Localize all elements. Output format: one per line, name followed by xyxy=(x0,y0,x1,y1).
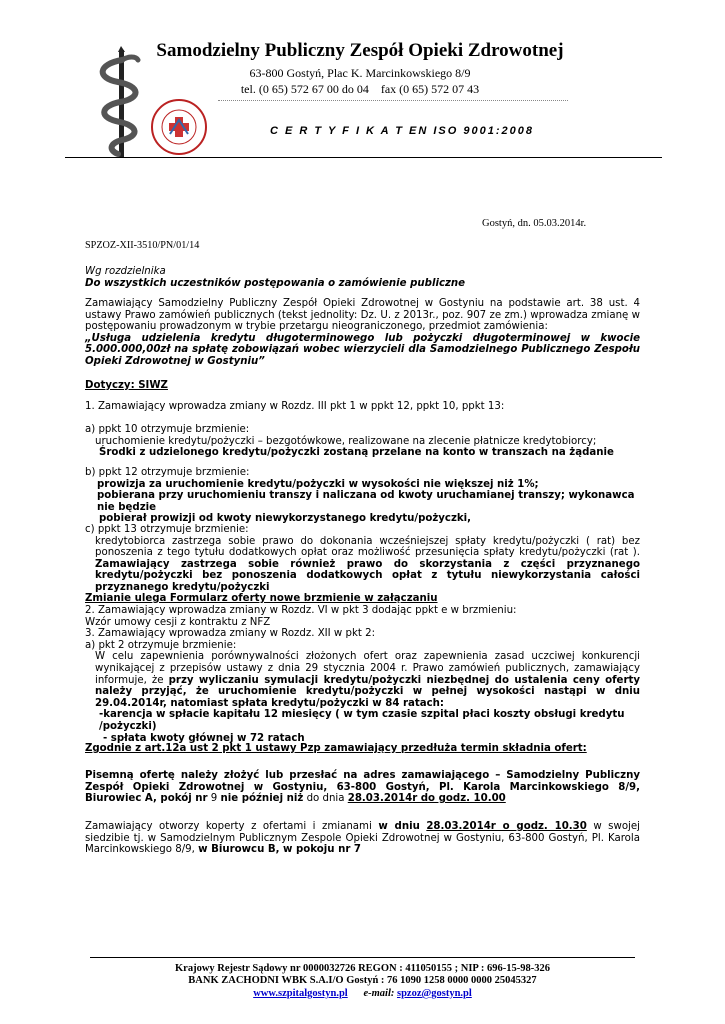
form-change-heading: Zmianie ulega Formularz oferty nowe brzmienie w załączaniu xyxy=(85,593,438,604)
footer xyxy=(90,963,635,1000)
submission-paragraph xyxy=(85,770,640,805)
section-b-line1: prowizja za uruchomienie kredytu/pożyczki w wysokości nie większej niż 1%; xyxy=(97,478,539,490)
change-3-a: a) pkt 2 otrzymuje brzmienie: xyxy=(85,639,237,651)
footer-registry: Krajowy Rejestr Sądowy nr 0000032726 REGON : 411050155 ; NIP : 696-15-98-326 xyxy=(175,963,550,974)
quality-badge xyxy=(150,98,208,156)
section-b-line2: pobierana przy uruchomieniu transzy i naliczana od kwoty uruchamianej transzy; wykonawca nie będzie xyxy=(97,490,635,513)
change-3-text: 3. Zamawiający wprowadza zmiany w Rozdz. XII w pkt 2: xyxy=(85,628,375,640)
submission-date: 28.03.2014r do godz. 10.00 xyxy=(347,793,506,805)
header-divider xyxy=(218,100,568,101)
section-a xyxy=(85,424,640,459)
certificate-label: C E R T Y F I K A T EN ISO 9001:2008 xyxy=(270,125,534,137)
place-date: Gostyń, dn. 05.03.2014r. xyxy=(482,218,587,229)
caduceus-logo xyxy=(88,42,158,160)
email-label: e-mail: xyxy=(363,987,395,999)
opening-date: 28.03.2014r o godz. 10.30 xyxy=(426,821,587,832)
reference-number: SPZOZ-XII-3510/PN/01/14 xyxy=(85,240,200,251)
change-2 xyxy=(85,605,640,744)
section-a-bold: Środki z udzielonego kredytu/pożyczki zostaną przelane na konto w transzach na żądanie xyxy=(99,447,614,459)
section-a-text: uruchomienie kredytu/pożyczki – bezgotówkowe, realizowane na zlecenie płatnicze kredytobiorcy; xyxy=(95,435,597,447)
intro-text: Zamawiający Samodzielny Publiczny Zespół Opieki Zdrowotnej w Gostyniu na podstawie art. 38 ust. 4 ustawy Prawo zamówień publicznych (tekst jednolity: Dz. U. z 2013r., poz. 907 ze zm.) wprowadza zmianę w postępowaniu prowadzonym w trybie przetargu nieograniczonego, przedmiot zamówienia: xyxy=(85,298,640,333)
submission-tail: nie później niż xyxy=(220,793,304,805)
intro-paragraph xyxy=(85,298,640,368)
footer-bank: BANK ZACHODNI WBK S.A.I/O Gostyń : 76 1090 1258 0000 0000 25045327 xyxy=(188,975,537,987)
opening-bold-1: w dniu xyxy=(378,821,420,832)
section-b-label: b) ppkt 12 otrzymuje brzmienie: xyxy=(85,467,250,478)
section-c xyxy=(85,524,640,594)
change-3-dash2: - spłata kwoty głównej w 72 ratach xyxy=(103,732,305,744)
change-3-dash1: -karencja w spłacie kapitału 12 miesięcy ( w tym czasie szpital płaci koszty obsługi kredytu /pożyczki) xyxy=(99,709,625,732)
section-c-label: c) ppkt 13 otrzymuje brzmienie: xyxy=(85,524,249,535)
footer-links xyxy=(90,988,635,1000)
distribution: Wg rozdzielnika xyxy=(85,266,166,277)
submission-do: do dnia xyxy=(306,793,345,805)
opening-paragraph xyxy=(85,821,640,856)
section-a-label: a) ppkt 10 otrzymuje brzmienie: xyxy=(85,424,250,435)
submission-text: Pisemną ofertę należy złożyć lub przesłać na adres zamawiającego – Samodzielny Publiczny Zespół Opieki Zdrowotnej w Gostyniu, 63-800 Gostyń, Pl. Karola Marcinkowskiego 8/9, Biurowiec A, pokój nr xyxy=(85,770,640,805)
footer-rule xyxy=(90,957,635,958)
website-link[interactable]: www.szpitalgostyn.pl xyxy=(253,987,348,999)
concerns-heading: Dotyczy: SIWZ xyxy=(85,380,168,391)
organization-name: Samodzielny Publiczny Zespół Opieki Zdrowotnej xyxy=(156,40,564,61)
deadline-notice: Zgodnie z art.12a ust 2 pkt 1 ustawy Pzp zamawiający przedłuża termin składnia ofert: xyxy=(85,743,587,754)
distribution-note xyxy=(85,266,640,289)
header-rule xyxy=(65,157,662,158)
organization-address: 63-800 Gostyń, Plac K. Marcinkowskiego 8/9 xyxy=(249,66,471,80)
contact-line xyxy=(150,82,570,97)
change-3-bold: przy wyliczaniu symulacji kredytu/pożyczki niezbędnej do ustalenia ceny oferty należy przyjąć, że uruchomienie kredytu/pożyczki w pełnej wysokości nastąpi w dniu 29.04.2014r, natomiast spłata kredytu/pożyczki w 84 ratach: xyxy=(95,674,640,709)
opening-text-1: Zamawiający otworzy koperty z ofertami i zmianami xyxy=(85,821,372,832)
section-b xyxy=(85,467,640,525)
phone-number: tel. (0 65) 572 67 00 do 04 xyxy=(240,82,369,96)
addressee: Do wszystkich uczestników postępowania o zamówienie publiczne xyxy=(85,277,466,289)
section-c-text: kredytobiorca zastrzega sobie prawo do dokonania wcześniejszej spłaty kredytu/pożyczki ( rat) bez ponoszenia z tego tytułu dodatkowych opłat oraz możliwość przesunięcia spłaty kredytu/pożyczki (rat ). xyxy=(95,535,640,559)
fax-number: fax (0 65) 572 07 43 xyxy=(380,82,480,96)
email-link[interactable]: spzoz@gostyn.pl xyxy=(396,987,472,999)
section-c-bold: Zamawiający zastrzega sobie również prawo do skorzystania z części przyznanego kredytu/pożyczki bez ponoszenia dodatkowych opłat z tytułu niewykorzystania całości przyznanego kredytu/pożyczki xyxy=(95,558,640,593)
subject-text: „Usługa udzielenia kredytu długoterminowego lub pożyczki długoterminowej w kwocie 5.000.000,00zł na spłatę zobowiązań wobec wierzycieli dla Samodzielnego Publicznego Zespołu Opieki Zdrowotnej w Gostyniu” xyxy=(85,332,640,367)
change-2-item: Wzór umowy cesji z kontraktu z NFZ xyxy=(85,616,271,628)
change-3-body: W celu zapewnienia porównywalności złożonych ofert oraz zapewnienia zasad uczciwej konkurencji wynikającej z przepisów ustawy z dnia 29 stycznia 2004 r. Prawo zamówień publicznych, zamawiający informuje, że xyxy=(95,651,640,686)
change-2-text: 2. Zamawiający wprowadza zmiany w Rozdz. VI w pkt 3 dodając ppkt e w brzmieniu: xyxy=(85,605,517,616)
opening-bold-2: w Biurowcu B, w pokoju nr 7 xyxy=(198,844,362,856)
submission-room: 9 xyxy=(210,793,218,805)
section-b-line3: pobierał prowizji od kwoty niewykorzystanego kredytu/pożyczki, xyxy=(99,513,472,525)
change-1: 1. Zamawiający wprowadza zmiany w Rozdz. III pkt 1 w ppkt 12, ppkt 10, ppkt 13: xyxy=(85,401,505,412)
opening-text-2: w swojej siedzibie tj. w Samodzielnym Publicznym Zespole Opieki Zdrowotnej w Gostyniu, 63-800 Gostyń, Pl. Karola Marcinkowskiego 8/9, xyxy=(85,821,640,856)
